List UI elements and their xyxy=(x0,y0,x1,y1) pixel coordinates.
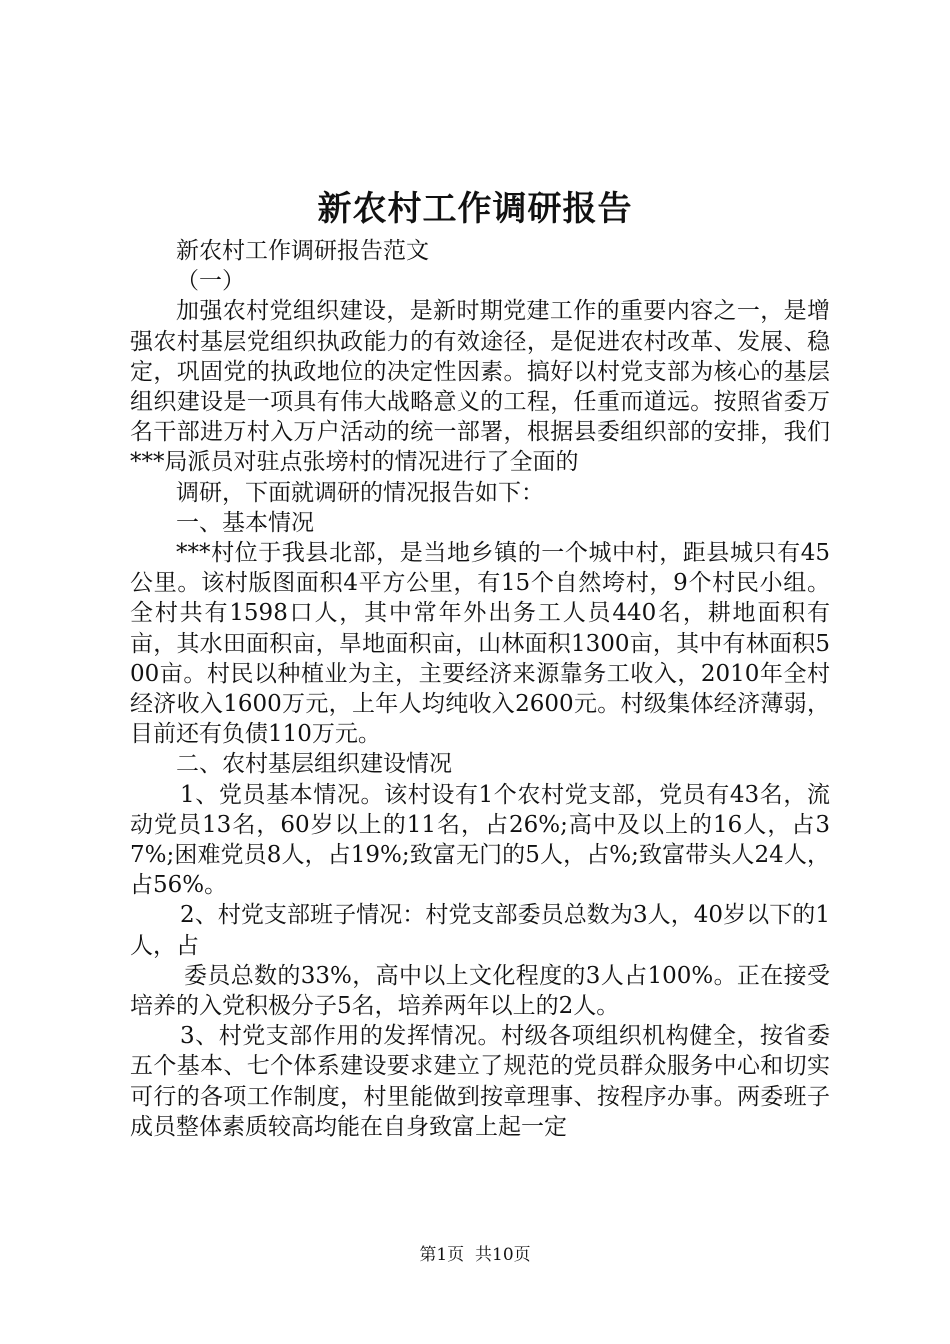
paragraph-branch-team-cont: 委员总数的33%，高中以上文化程度的3人占100%。正在接受培养的入党积极分子5名，培养两年以上的2人。 xyxy=(130,962,830,1020)
document-title: 新农村工作调研报告 xyxy=(317,189,633,229)
section-number: （一） xyxy=(176,268,245,295)
paragraph-branch-team: 2、村党支部班子情况：村党支部委员总数为3人，40岁以下的1人，占 xyxy=(130,902,830,959)
page-total: 共10页 xyxy=(475,1245,531,1265)
page-footer xyxy=(0,1243,950,1267)
heading-basic-situation: 一、基本情况 xyxy=(176,509,314,536)
subtitle: 新农村工作调研报告范文 xyxy=(176,238,429,264)
document-body xyxy=(130,236,830,1142)
paragraph-intro-cont: 调研，下面就调研的情况报告如下： xyxy=(176,479,544,506)
paragraph-branch-role: 3、村党支部作用的发挥情况。村级各项组织机构健全，按省委五个基本、七个体系建设要求建立了规范的党员群众服务中心和切实可行的各项工作制度，村里能做到按章理事、按程序办事。两委班子成员整体素质较高均能在自身致富上起一定 xyxy=(130,1023,830,1140)
page-number: 第1页 xyxy=(419,1245,465,1265)
heading-organization: 二、农村基层组织建设情况 xyxy=(176,751,452,778)
paragraph-intro: 加强农村党组织建设，是新时期党建工作的重要内容之一，是增强农村基层党组织执政能力的有效途径，是促进农村改革、发展、稳定，巩固党的执政地位的决定性因素。搞好以村党支部为核心的基层组织建设是一项具有伟大战略意义的工程，任重而道远。按照省委万名干部进万村入万户活动的统一部署，根据县委组织部的安排，我们***局派员对驻点张塝村的情况进行了全面的 xyxy=(130,298,830,476)
paragraph-party-members: 1、党员基本情况。该村设有1个农村党支部，党员有43名，流动党员13名，60岁以上的11名，占26%;高中及以上的16人，占37%;困难党员8人，占19%;致富无门的5人，占%;致富带头人24人，占56%。 xyxy=(130,781,830,899)
paragraph-basic-situation: ***村位于我县北部，是当地乡镇的一个城中村，距县城只有45公里。该村版图面积4平方公里，有15个自然垮村，9个村民小组。全村共有1598口人，其中常年外出务工人员440名，耕地面积有亩，其水田面积亩，旱地面积亩，山林面积1300亩，其中有林面积500亩。村民以种植业为主，主要经济来源靠务工收入，2010年全村经济收入1600万元，上年人均纯收入2600元。村级集体经济薄弱，目前还有负债110万元。 xyxy=(130,540,830,748)
